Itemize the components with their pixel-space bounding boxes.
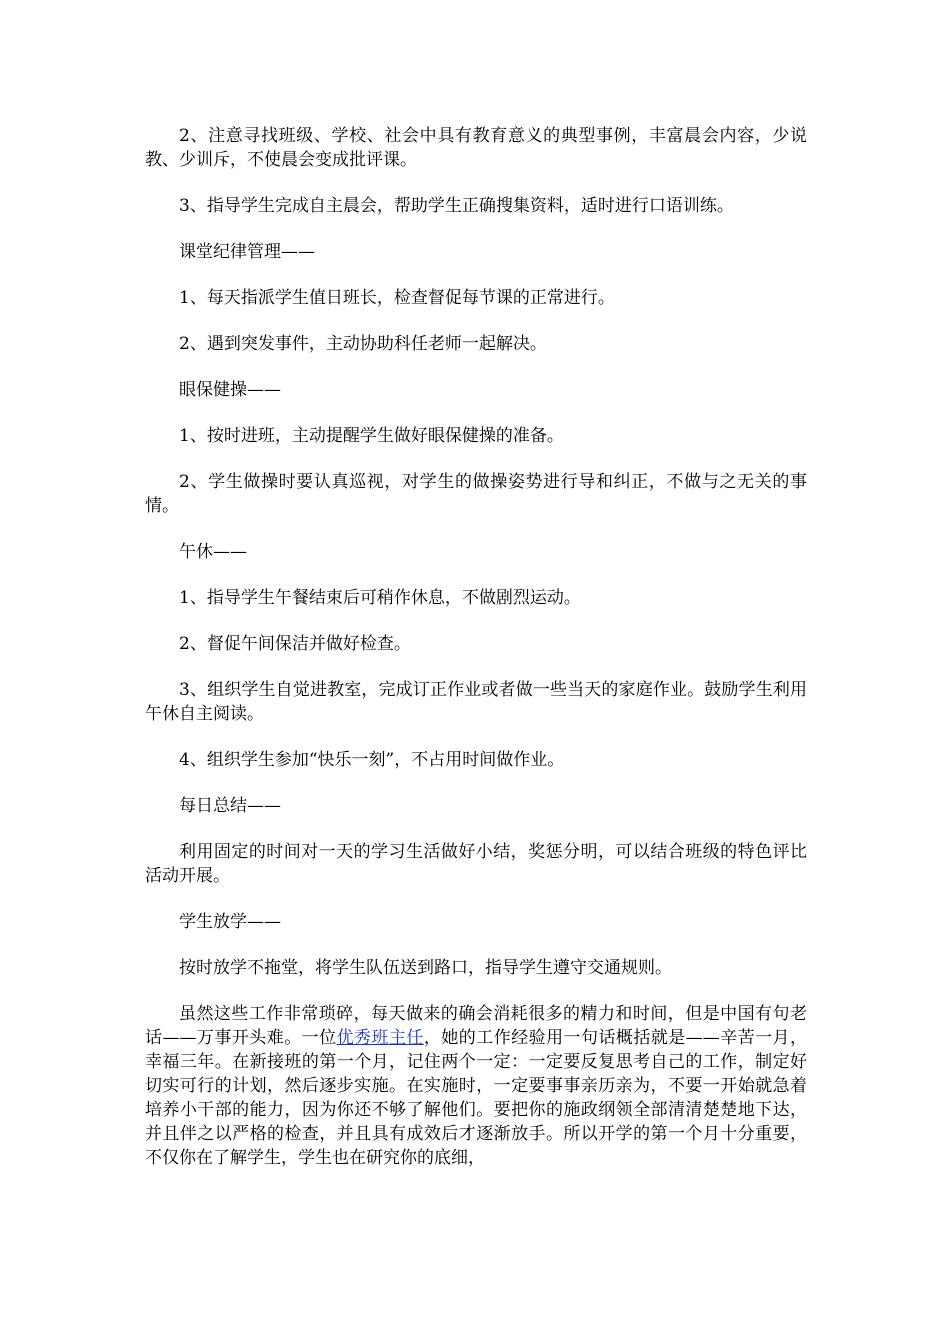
body-paragraph: 利用固定的时间对一天的学习生活做好小结，奖惩分明，可以结合班级的特色评比活动开展。 [145, 842, 807, 886]
section-heading: 学生放学—— [179, 912, 281, 932]
section-heading: 午休—— [179, 542, 247, 562]
final-paragraph [145, 1002, 807, 1170]
body-paragraph: 2、注意寻找班级、学校、社会中具有教育意义的典型事例，丰富晨会内容，少说教、少训斥，不使晨会变成批评课。 [145, 126, 807, 170]
body-paragraph: 1、每天指派学生值日班长，检查督促每节课的正常进行。 [179, 288, 615, 308]
body-paragraph: 3、指导学生完成自主晨会，帮助学生正确搜集资料，适时进行口语训练。 [179, 196, 734, 216]
final-paragraph-text-after-link: ，她的工作经验用一句话概括就是——辛苦一月，幸福三年。在新接班的第一个月，记住两个一定：一定要反复思考自己的工作，制定好切实可行的计划，然后逐步实施。在实施时，一定要事事亲历亲为，不要一开始就急着培养小干部的能力，因为你还不够了解他们。要把你的施政纲领全部清清楚楚地下达，并且伴之以严格的检查，并且具有成效后才逐渐放手。所以开学的第一个月十分重要，不仅你在了解学生，学生也在研究你的底细， [145, 1028, 808, 1168]
body-paragraph: 3、组织学生自觉进教室，完成订正作业或者做一些当天的家庭作业。鼓励学生利用午休自主阅读。 [145, 680, 807, 724]
excellent-head-teacher-link[interactable]: 优秀班主任 [336, 1028, 424, 1048]
body-paragraph: 2、学生做操时要认真巡视，对学生的做操姿势进行导和纠正，不做与之无关的事情。 [145, 472, 807, 516]
body-paragraph: 2、遇到突发事件，主动协助科任老师一起解决。 [179, 334, 547, 354]
body-paragraph: 1、指导学生午餐结束后可稍作休息，不做剧烈运动。 [179, 588, 581, 608]
paragraph-list [145, 124, 807, 980]
section-heading: 课堂纪律管理—— [179, 242, 315, 262]
document-page [145, 124, 807, 1192]
body-paragraph: 2、督促午间保洁并做好检查。 [179, 634, 411, 654]
body-paragraph: 1、按时进班，主动提醒学生做好眼保健操的准备。 [179, 426, 564, 446]
final-paragraph-text-before-link: 虽然这些工作非常琐碎，每天做来的确会消耗很多的精力和时间，但是中国有句老话——万事开头难。一位 [145, 1004, 807, 1048]
section-heading: 眼保健操—— [179, 380, 281, 400]
body-paragraph: 4、组织学生参加“快乐一刻”，不占用时间做作业。 [179, 750, 565, 770]
section-heading: 每日总结—— [179, 796, 281, 816]
body-paragraph: 按时放学不拖堂，将学生队伍送到路口，指导学生遵守交通规则。 [179, 958, 672, 978]
